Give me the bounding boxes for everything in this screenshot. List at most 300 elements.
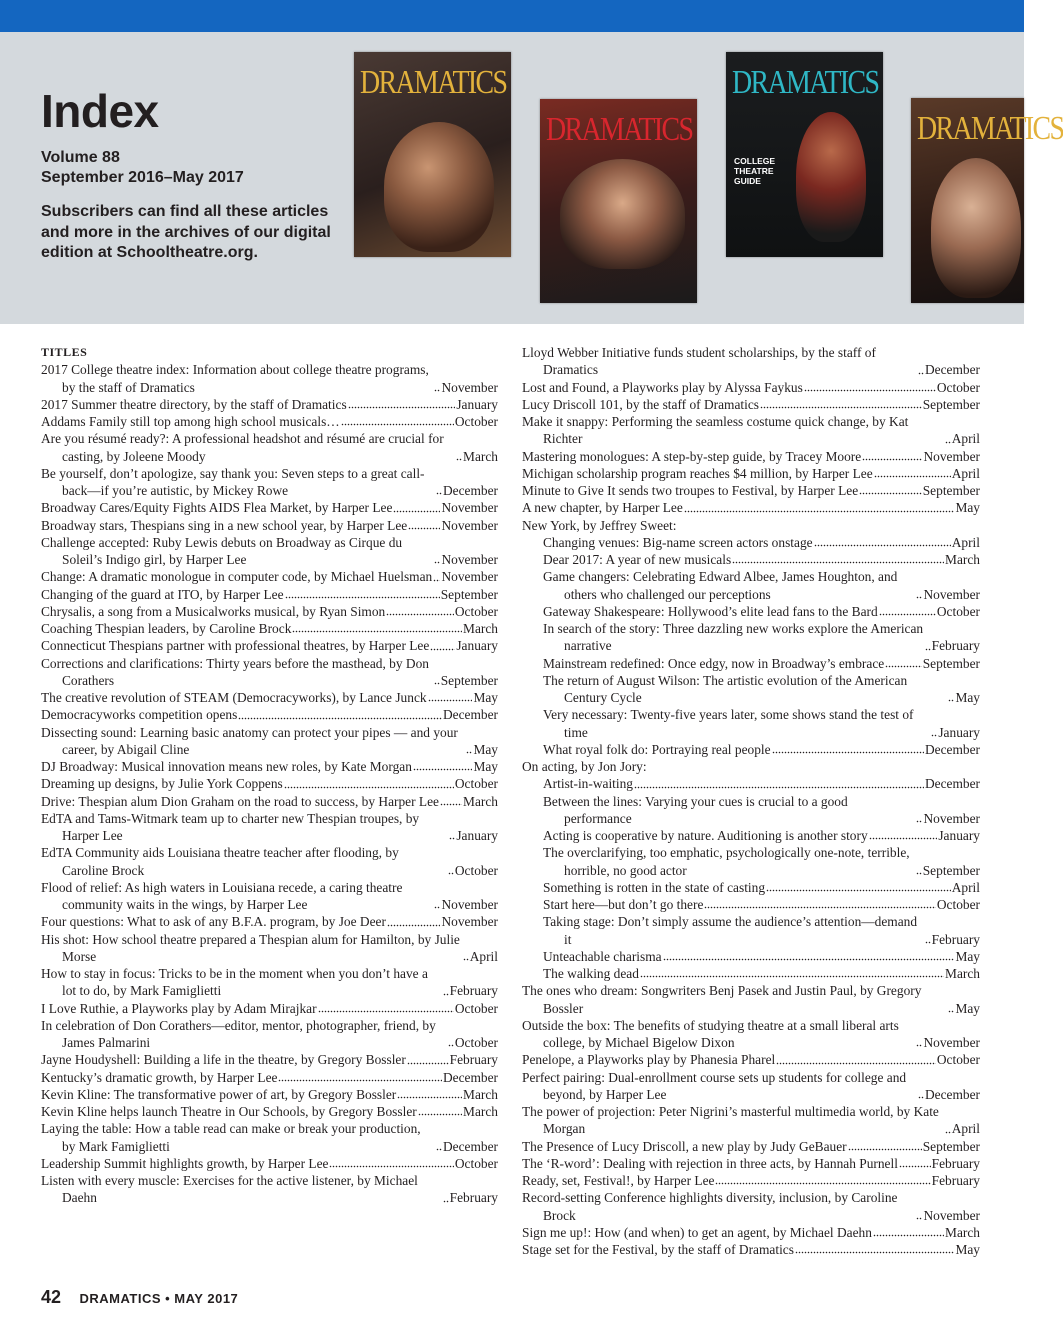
entry-title: What royal folk do: Portraying real people (543, 741, 771, 757)
dot-leader (931, 724, 937, 737)
entry-title: The ‘R-word’: Dealing with rejection in three acts, by Hannah Purnell (522, 1155, 898, 1171)
entry-title: Dissecting sound: Learning basic anatomy can protect your pipes — and your career, by Abigail Cline (41, 724, 458, 757)
entry-issue-month: March (463, 1104, 498, 1119)
subscribers-note: Subscribers can find all these articles and more in the archives of our digital edition at Schooltheatre.org. (41, 203, 331, 261)
entry-title: 2017 Summer theatre directory, by the staff of Dramatics (41, 396, 347, 412)
entry-issue-month: December (924, 1086, 980, 1102)
section-heading-titles: TITLES (41, 345, 88, 359)
dot-leader (443, 983, 449, 996)
entry-title: Flood of relief: As high waters in Louisiana recede, a caring theatre community waits in the wings, by Harper Lee (41, 879, 403, 912)
entry-issue-month: March (463, 448, 498, 464)
dot-leader (704, 896, 935, 909)
entry-title: Mastering monologues: A step-by-step guide, by Tracey Moore (522, 448, 862, 464)
dot-leader (916, 1207, 922, 1220)
index-entry (41, 931, 498, 966)
entry-title: Unteachable charisma (543, 948, 662, 964)
cover-masthead: DRAMATICS (546, 111, 693, 148)
entry-issue-month: November (441, 517, 498, 533)
entry-title: Broadway stars, Thespians sing in a new school year, by Harper Lee (41, 517, 408, 533)
index-entry (41, 689, 498, 706)
entry-issue-month: October (454, 776, 498, 792)
entry-issue-month: April (951, 1121, 980, 1137)
entry-title: The return of August Wilson: The artistic evolution of the American Century Cycle (543, 672, 908, 705)
entry-title: Minute to Give It sends two troupes to Festival, by Harper Lee (522, 483, 859, 498)
dot-leader (948, 689, 954, 702)
entry-title: Acting is cooperative by nature. Auditioning is another story (543, 828, 868, 843)
entry-issue-month: April (951, 465, 980, 481)
index-entry (522, 741, 980, 758)
index-entry (41, 499, 498, 516)
entry-issue-month: February (931, 1155, 980, 1171)
entry-issue-month: September (922, 862, 980, 878)
index-entry (522, 1017, 980, 1052)
entry-title: Jayne Houdyshell: Building a life in the theatre, by Gregory Bossler (41, 1052, 406, 1068)
entry-issue-month: May (473, 759, 498, 774)
entry-title: Something is rotten in the state of casting (543, 879, 766, 895)
entry-issue-month: December (442, 707, 498, 723)
index-entry (522, 448, 980, 465)
index-entry (41, 1172, 498, 1207)
entry-issue-month: February (449, 983, 498, 999)
index-entry (522, 1224, 980, 1241)
index-entry (522, 948, 980, 965)
entry-issue-month: May (955, 690, 980, 705)
index-entry (522, 758, 980, 775)
entry-title: Dear 2017: A year of new musicals (543, 552, 732, 567)
entry-title: Leadership Summit highlights growth, by Harper Lee (41, 1155, 329, 1171)
dot-leader (434, 672, 440, 685)
index-entry (522, 344, 980, 379)
index-entry (41, 620, 498, 637)
entry-issue-month: March (463, 793, 498, 809)
entry-issue-month: November (923, 1035, 980, 1050)
entry-title: The power of projection: Peter Nigrini’s masterful multimedia world, by Kate Morgan (522, 1104, 939, 1137)
index-right-column (522, 344, 980, 1258)
entry-title: Artist-in-waiting (543, 776, 634, 792)
entry-title: Gateway Shakespeare: Hollywood’s elite lead fans to the Bard (543, 603, 878, 619)
index-entry (522, 775, 980, 792)
cover-photo (796, 112, 866, 242)
index-entry (41, 810, 498, 845)
entry-title: Are you résumé ready?: A professional headshot and résumé are crucial for casting, by Joleene Moody (41, 431, 444, 464)
entry-title: Lloyd Webber Initiative funds student scholarships, by the staff of Dramatics (522, 345, 876, 378)
entry-issue-month: May (955, 1242, 980, 1257)
entry-title: Stage set for the Festival, by the staff of Dramatics (522, 1242, 794, 1257)
dot-leader (869, 827, 938, 840)
dot-leader (814, 534, 951, 547)
entry-issue-month: October (454, 603, 498, 619)
dot-leader (329, 1155, 453, 1168)
entry-issue-month: April (951, 534, 980, 550)
index-entry (41, 1155, 498, 1172)
index-entry (522, 879, 980, 896)
dot-leader (408, 517, 440, 530)
index-entry (41, 534, 498, 569)
dot-leader (463, 948, 469, 961)
dot-leader (348, 396, 456, 409)
entry-title: Corrections and clarifications: Thirty years before the masthead, by Don Corathers (41, 655, 429, 688)
index-entry (522, 603, 980, 620)
index-entry (522, 1241, 980, 1258)
entry-title: Kentucky’s dramatic growth, by Harper Lee (41, 1069, 278, 1085)
entry-issue-month: October (454, 1155, 498, 1171)
entry-issue-month: February (931, 1173, 980, 1188)
dot-leader (449, 827, 455, 840)
entry-issue-month: December (924, 776, 980, 792)
dot-leader (634, 776, 924, 789)
entry-issue-month: October (454, 1000, 498, 1016)
volume-dates: September 2016–May 2017 (41, 169, 244, 186)
index-entry (522, 465, 980, 482)
index-header (0, 32, 1063, 324)
dot-leader (434, 896, 440, 909)
index-left-column (41, 344, 498, 1207)
index-entry (41, 879, 498, 914)
entry-issue-month: October (936, 603, 980, 619)
volume-number: Volume 88 (41, 149, 120, 166)
dot-leader (918, 1086, 924, 1099)
dot-leader (918, 362, 924, 375)
entry-issue-month: December (442, 1069, 498, 1085)
dot-leader (440, 793, 462, 806)
index-entry (522, 1051, 980, 1068)
dot-leader (456, 448, 462, 461)
dot-leader (916, 1034, 922, 1047)
entry-title: Kevin Kline: The transformative power of art, by Gregory Bossler (41, 1086, 397, 1102)
entry-issue-month: December (442, 483, 498, 498)
dot-leader (407, 1052, 449, 1065)
entry-title: Coaching Thespian leaders, by Caroline Brock (41, 621, 292, 636)
index-entry (522, 982, 980, 1017)
page-footer (41, 1287, 238, 1308)
entry-issue-month: November (441, 897, 498, 912)
entry-issue-month: April (469, 948, 498, 964)
entry-title: Kevin Kline helps launch Theatre in Our Schools, by Gregory Bossler (41, 1104, 417, 1119)
dot-leader (948, 1000, 954, 1013)
entry-title: A new chapter, by Harper Lee (522, 500, 683, 516)
entry-title: EdTA Community aids Louisiana theatre teacher after flooding, by Caroline Brock (41, 845, 399, 878)
entry-group-title: New York, by Jeffrey Sweet: (522, 517, 677, 533)
entry-issue-month: September (922, 483, 980, 498)
dot-leader (732, 551, 944, 564)
entry-issue-month: March (945, 966, 980, 981)
dot-leader (433, 569, 440, 582)
entry-title: Taking stage: Don’t simply assume the audience’s attention—demand it (543, 914, 918, 947)
dot-leader (387, 914, 441, 927)
entry-issue-month: May (955, 948, 980, 964)
dot-leader (436, 1138, 442, 1151)
entry-issue-month: May (955, 1000, 980, 1016)
entry-title: Make it snappy: Performing the seamless costume quick change, by Kat Richter (522, 414, 909, 447)
cover-photo (560, 159, 685, 269)
index-entry (41, 396, 498, 413)
index-list-right (522, 344, 980, 1258)
index-entry (522, 517, 980, 534)
entry-title: Broadway Cares/Equity Fights AIDS Flea Market, by Harper Lee (41, 500, 393, 516)
index-entry (41, 1103, 498, 1120)
entry-issue-month: May (473, 690, 498, 705)
entry-title: Changing of the guard at ITO, by Harper Lee (41, 586, 284, 602)
entry-issue-month: November (441, 379, 498, 395)
index-entry (41, 1120, 498, 1155)
dot-leader (278, 1069, 442, 1082)
index-entry (41, 586, 498, 603)
volume-info (41, 148, 244, 188)
entry-issue-month: October (936, 1052, 980, 1068)
entry-issue-month: January (456, 638, 498, 654)
entry-issue-month: September (922, 655, 980, 671)
dot-leader (434, 379, 440, 392)
dot-leader (916, 586, 922, 599)
entry-title: Connecticut Thespians partner with professional theatres, by Harper Lee (41, 638, 430, 654)
entry-title: How to stay in focus: Tricks to be in the moment when you don’t have a lot to do, by Mark Famiglietti (41, 966, 428, 999)
entry-issue-month: September (440, 672, 498, 688)
entry-issue-month: October (454, 414, 498, 429)
entry-title: The overclarifying, too emphatic, psychologically one-note, terrible, horrible, no good actor (543, 845, 910, 878)
dot-leader (393, 500, 440, 513)
index-entry (522, 655, 980, 672)
entry-issue-month: October (936, 897, 980, 912)
dot-leader (640, 965, 944, 978)
dot-leader (885, 655, 922, 668)
dot-leader (925, 638, 931, 651)
entry-issue-month: September (440, 586, 498, 602)
dot-leader (859, 482, 922, 495)
entry-title: DJ Broadway: Musical innovation means new roles, by Kate Morgan (41, 759, 412, 774)
dot-leader (448, 862, 454, 875)
dot-leader (238, 707, 442, 720)
index-entry (522, 1138, 980, 1155)
dot-leader (874, 465, 951, 478)
entry-issue-month: November (923, 810, 980, 826)
cover-masthead: DRAMATICS (917, 110, 1063, 147)
entry-issue-month: January (938, 828, 980, 843)
entry-title: Penelope, a Playworks play by Phanesia Pharel (522, 1052, 776, 1068)
entry-title: Challenge accepted: Ruby Lewis debuts on Broadway as Cirque du Soleil’s Indigo girl, by Harper Lee (41, 534, 403, 567)
dot-leader (434, 551, 440, 564)
index-entry (41, 430, 498, 465)
entry-title: Between the lines: Varying your cues is crucial to a good performance (543, 793, 848, 826)
entry-issue-month: September (922, 396, 980, 412)
entry-title: Perfect pairing: Dual-enrollment course sets up students for college and beyond, by Harper Lee (522, 1069, 907, 1102)
index-entry (41, 913, 498, 930)
entry-title: EdTA and Tams-Witmark team up to charter new Thespian troupes, by Harper Lee (41, 810, 420, 843)
index-entry (41, 844, 498, 879)
entry-issue-month: December (924, 741, 980, 757)
entry-title: Mainstream redefined: Once edgy, now in Broadway’s embrace (543, 655, 885, 671)
magazine-cover-4 (911, 98, 1063, 303)
entry-issue-month: November (923, 586, 980, 602)
index-entry (41, 413, 498, 430)
entry-issue-month: February (449, 1190, 498, 1206)
index-entry (41, 793, 498, 810)
dot-leader (285, 586, 440, 599)
entry-title: The creative revolution of STEAM (Democracyworks), by Lance Junck (41, 690, 427, 705)
entry-issue-month: November (441, 500, 498, 516)
entry-issue-month: October (454, 862, 498, 878)
index-entry (41, 568, 498, 585)
entry-title: Lucy Driscoll 101, by the staff of Dramatics (522, 396, 760, 412)
index-entry (41, 637, 498, 654)
entry-title: Michigan scholarship program reaches $4 million, by Harper Lee (522, 465, 873, 481)
dot-leader (766, 879, 951, 892)
dot-leader (862, 448, 922, 461)
index-entry (41, 758, 498, 775)
entry-title: Listen with every muscle: Exercises for the active listener, by Michael Daehn (41, 1173, 418, 1206)
entry-issue-month: May (955, 500, 980, 516)
entry-title: Be yourself, don’t apologize, say thank you: Seven steps to a great call-back—if you’re autistic, by Mickey Rowe (41, 465, 425, 498)
dot-leader (873, 1224, 944, 1237)
dot-leader (776, 1052, 936, 1065)
index-entry (41, 655, 498, 690)
entry-issue-month: January (938, 724, 980, 740)
dot-leader (945, 431, 951, 444)
dot-leader (443, 1190, 449, 1203)
index-entry (522, 379, 980, 396)
dot-leader (684, 500, 955, 513)
index-entry (522, 499, 980, 516)
entry-title: In celebration of Don Corathers—editor, mentor, photographer, friend, by James Palmarini (41, 1017, 436, 1050)
entry-issue-month: September (922, 1138, 980, 1154)
page-title: Index (41, 85, 159, 137)
entry-group-title: On acting, by Jon Jory: (522, 759, 647, 774)
index-entry (522, 896, 980, 913)
dot-leader (772, 741, 924, 754)
entry-title: Drive: Thespian alum Dion Graham on the road to success, by Harper Lee (41, 793, 439, 809)
entry-title: Chrysalis, a song from a Musicalworks musical, by Ryan Simon (41, 603, 386, 619)
index-entry (41, 465, 498, 500)
magazine-cover-1 (354, 52, 511, 257)
entry-title: Outside the box: The benefits of studying theatre at a small liberal arts college, by Michael Bigelow Dixon (522, 1017, 899, 1050)
entry-issue-month: January (456, 828, 498, 843)
dot-leader (925, 931, 931, 944)
entry-issue-month: November (923, 448, 980, 464)
entry-title: Change: A dramatic monologue in computer code, by Michael Huelsman (41, 569, 433, 585)
entry-title: Sign me up!: How (and when) to get an agent, by Michael Daehn (522, 1224, 872, 1240)
entry-title: Laying the table: How a table read can make or break your production, by Mark Famiglietti (41, 1121, 421, 1154)
entry-issue-month: November (923, 1207, 980, 1223)
dot-leader (430, 638, 455, 651)
index-entry (522, 551, 980, 568)
index-list-left (41, 361, 498, 1206)
top-color-bar (0, 0, 1024, 32)
cover-masthead: DRAMATICS (360, 64, 507, 101)
dot-leader (804, 379, 936, 392)
entry-title: Start here—but don’t go there (543, 897, 704, 912)
entry-title: Democracyworks competition opens (41, 707, 238, 723)
dot-leader (945, 1121, 951, 1134)
entry-title: His shot: How school theatre prepared a Thespian alum for Hamilton, by Julie Morse (41, 931, 460, 964)
dot-leader (318, 1000, 454, 1013)
dot-leader (413, 758, 473, 771)
entry-title: Very necessary: Twenty-five years later, some shows stand the test of time (543, 707, 914, 740)
entry-issue-month: February (449, 1052, 498, 1068)
dot-leader (397, 1086, 462, 1099)
entry-issue-month: April (951, 431, 980, 447)
cover-photo (384, 122, 494, 252)
index-entry (522, 1172, 980, 1189)
magazine-cover-3 (726, 52, 883, 257)
dot-leader (466, 741, 472, 754)
index-entry (522, 568, 980, 603)
entry-issue-month: December (924, 362, 980, 378)
entry-title: In search of the story: Three dazzling new works explore the American narrative (543, 621, 924, 654)
entry-issue-month: November (441, 552, 498, 567)
entry-issue-month: December (442, 1138, 498, 1154)
cover-masthead: DRAMATICS (732, 64, 879, 101)
index-entry (41, 1086, 498, 1103)
index-entry (41, 1017, 498, 1052)
dot-leader (663, 948, 955, 961)
entry-issue-month: March (945, 1224, 980, 1240)
index-entry (522, 1069, 980, 1104)
dot-leader (879, 603, 936, 616)
entry-issue-month: January (456, 396, 498, 412)
dot-leader (292, 620, 462, 633)
dot-leader (916, 862, 922, 875)
magazine-issue: DRAMATICS • MAY 2017 (79, 1291, 239, 1306)
dot-leader (418, 1103, 462, 1116)
index-entry (41, 361, 498, 396)
entry-title: Changing venues: Big-name screen actors onstage (543, 534, 813, 550)
index-entry (522, 534, 980, 551)
index-entry (522, 827, 980, 844)
entry-issue-month: February (931, 638, 980, 654)
cover-photo (931, 158, 1021, 298)
entry-title: The walking dead (543, 966, 639, 981)
entry-title: The ones who dream: Songwriters Benj Pasek and Justin Paul, by Gregory Bossler (522, 983, 922, 1016)
dot-leader (760, 396, 922, 409)
dot-leader (899, 1155, 931, 1168)
entry-issue-month: March (945, 552, 980, 567)
entry-issue-month: April (951, 879, 980, 895)
index-entry (41, 1051, 498, 1068)
dot-leader (795, 1241, 954, 1254)
index-entry (522, 793, 980, 828)
entry-title: 2017 College theatre index: Information about college theatre programs, by the staff of Dramatics (41, 362, 429, 395)
index-entry (522, 1103, 980, 1138)
index-entry (41, 1000, 498, 1017)
entry-title: Dreaming up designs, by Julie York Coppens (41, 776, 283, 792)
entry-issue-month: February (931, 931, 980, 947)
entry-title: Game changers: Celebrating Edward Albee, James Houghton, and others who challenged our perceptions (543, 569, 898, 602)
index-entry (41, 517, 498, 534)
entry-issue-month: October (454, 1035, 498, 1050)
entry-issue-month: March (463, 1086, 498, 1102)
dot-leader (386, 603, 454, 616)
entry-title: Addams Family still top among high school musicals… (41, 414, 340, 429)
dot-leader (715, 1172, 930, 1185)
dot-leader (848, 1138, 922, 1151)
entry-issue-month: March (463, 621, 498, 636)
index-entry (522, 482, 980, 499)
dot-leader (448, 1034, 454, 1047)
entry-issue-month: November (441, 914, 498, 930)
index-entry (522, 706, 980, 741)
entry-title: Ready, set, Festival!, by Harper Lee (522, 1173, 715, 1188)
index-entry (41, 965, 498, 1000)
index-entry (522, 1189, 980, 1224)
page-number: 42 (41, 1287, 62, 1307)
index-entry (41, 1069, 498, 1086)
entry-title: I Love Ruthie, a Playworks play by Adam Mirajkar (41, 1000, 317, 1016)
index-entry (522, 672, 980, 707)
entry-issue-month: May (473, 741, 498, 757)
index-entry (522, 396, 980, 413)
entry-title: Lost and Found, a Playworks play by Alyssa Faykus (522, 379, 803, 395)
entry-title: Record-setting Conference highlights diversity, inclusion, by Caroline Brock (522, 1190, 898, 1223)
index-entry (522, 413, 980, 448)
